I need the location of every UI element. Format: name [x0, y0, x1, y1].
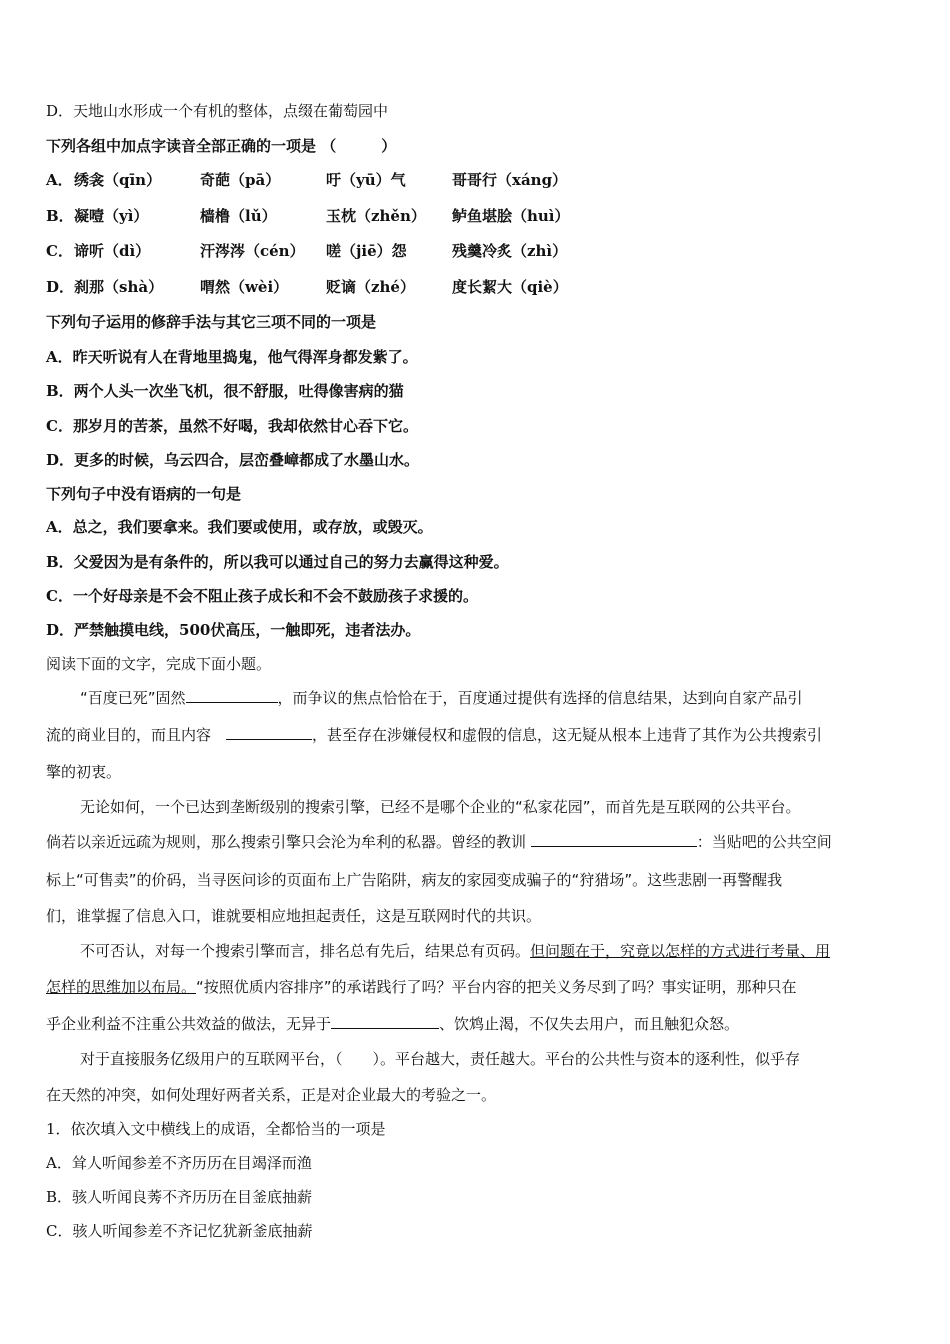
- sub1-stem: 1．依次填入文中横线上的成语，全都恰当的一项是: [46, 1120, 386, 1138]
- option-label: D．: [46, 278, 75, 296]
- underlined-sentence: 怎样的思维加以布局。: [46, 978, 197, 996]
- option-item: 绣衾（qīn）: [74, 171, 162, 189]
- reading-p1-line1: “百度已死”固然 ，而争议的焦点恰恰在于，百度通过提供有选择的信息结果，达到向自家产品引: [80, 689, 803, 707]
- sub1-option-a[interactable]: A．耸人听闻参差不齐历历在目竭泽而渔: [46, 1154, 312, 1172]
- reading-p3-line2: 怎样的思维加以布局。“按照优质内容排序”的承诺践行了吗？平台内容的把关义务尽到了吗？事实证明，那种只在: [46, 978, 797, 996]
- q2-option-a[interactable]: A．昨天听说有人在背地里捣鬼，他气得浑身都发紫了。: [46, 348, 418, 366]
- q2-option-d[interactable]: D．更多的时候，乌云四合，层峦叠嶂都成了水墨山水。: [46, 451, 420, 469]
- option-item: 樯橹（lǔ）: [200, 207, 277, 225]
- reading-intro: 阅读下面的文字，完成下面小题。: [46, 655, 272, 673]
- blank-4[interactable]: [331, 1014, 439, 1029]
- reading-p4-line1: 对于直接服务亿级用户的互联网平台，（ ）。平台越大，责任越大。平台的公共性与资本的逐利性，似乎存: [80, 1050, 801, 1068]
- option-item: 奇葩（pā）: [200, 171, 281, 189]
- underlined-sentence: 但问题在于，究竟以怎样的方式进行考量、用: [530, 942, 831, 960]
- option-item: 鲈鱼堪脍（huì）: [452, 207, 570, 225]
- reading-p1-line2: 流的商业目的，而且内容 ，甚至存在涉嫌侵权和虚假的信息，这无疑从根本上违背了其作为公共搜索引: [46, 726, 823, 744]
- reading-p4-line2: 在天然的冲突，如何处理好两者关系，正是对企业最大的考验之一。: [46, 1086, 497, 1104]
- q2-option-c[interactable]: C．那岁月的苦茶，虽然不好喝，我却依然甘心吞下它。: [46, 417, 418, 435]
- option-label: B．: [46, 207, 74, 225]
- option-item: 凝噎（yì）: [74, 207, 149, 225]
- option-label: C．: [46, 242, 73, 260]
- reading-p2-line1: 无论如何，一个已达到垄断级别的搜索引擎，已经不是哪个企业的“私家花园”，而首先是互联网的公共平台。: [80, 798, 801, 816]
- option-item: 谛听（dì）: [74, 242, 151, 260]
- q3-stem: 下列句子中没有语病的一句是: [46, 485, 242, 503]
- option-item: 哥哥行（xáng）: [452, 171, 568, 189]
- option-label: A．: [46, 171, 73, 189]
- q2-option-b[interactable]: B．两个人头一次坐飞机，很不舒服，吐得像害病的猫: [46, 382, 404, 400]
- reading-p3-line3: 乎企业利益不注重公共效益的做法，无异于 、饮鸩止渴，不仅失去用户，而且触犯众怒。: [46, 1015, 740, 1033]
- q3-option-c[interactable]: C．一个好母亲是不会不阻止孩子成长和不会不鼓励孩子求援的。: [46, 587, 478, 605]
- reading-p1-line3: 擎的初衷。: [46, 763, 122, 781]
- sub1-option-c[interactable]: C．骇人听闻参差不齐记忆犹新釜底抽薪: [46, 1222, 313, 1240]
- blank-1[interactable]: [186, 688, 278, 703]
- option-item: 残羹冷炙（zhì）: [452, 242, 568, 260]
- blank-3[interactable]: [531, 832, 697, 847]
- reading-p3-line1: 不可否认，对每一个搜索引擎而言，排名总有先后，结果总有页码。但问题在于，究竟以怎样的方式进行考量、用: [80, 942, 831, 960]
- blank-2[interactable]: [226, 725, 312, 740]
- reading-p2-line4: 们，谁掌握了信息入口，谁就要相应地担起责任，这是互联网时代的共识。: [46, 907, 542, 925]
- q2-stem: 下列句子运用的修辞手法与其它三项不同的一项是: [46, 313, 377, 331]
- q3-option-a[interactable]: A．总之，我们要拿来。我们要或使用，或存放，或毁灭。: [46, 518, 433, 536]
- option-item: 贬谪（zhé）: [326, 278, 415, 296]
- option-item: 度长絜大（qiè）: [452, 278, 568, 296]
- q3-option-d[interactable]: D．严禁触摸电线，500伏高压，一触即死，违者法办。: [46, 621, 421, 639]
- reading-p2-line2: 倘若以亲近远疏为规则，那么搜索引擎只会沦为牟利的私器。曾经的教训 ：当贴吧的公共空间: [46, 833, 832, 851]
- sub1-option-b[interactable]: B．骇人听闻良莠不齐历历在目釜底抽薪: [46, 1188, 313, 1206]
- option-item: 吁（yū）气: [326, 171, 406, 189]
- option-item: 喟然（wèi）: [200, 278, 289, 296]
- option-item: 刹那（shà）: [74, 278, 164, 296]
- q1-stem: 下列各组中加点字读音全部正确的一项是 （ ）: [46, 137, 397, 155]
- option-item: 嗟（jiē）怨: [326, 242, 407, 260]
- option-item: 玉枕（zhěn）: [326, 207, 426, 225]
- prev-option-d: D．天地山水形成一个有机的整体，点缀在葡萄园中: [46, 102, 389, 120]
- option-item: 汗涔涔（cén）: [200, 242, 305, 260]
- reading-p2-line3: 标上“可售卖”的价码，当寻医问诊的页面布上广告陷阱，病友的家园变成骗子的“狩猎场”。这些悲剧一再警醒我: [46, 871, 783, 889]
- q3-option-b[interactable]: B．父爱因为是有条件的，所以我可以通过自己的努力去赢得这种爱。: [46, 553, 509, 571]
